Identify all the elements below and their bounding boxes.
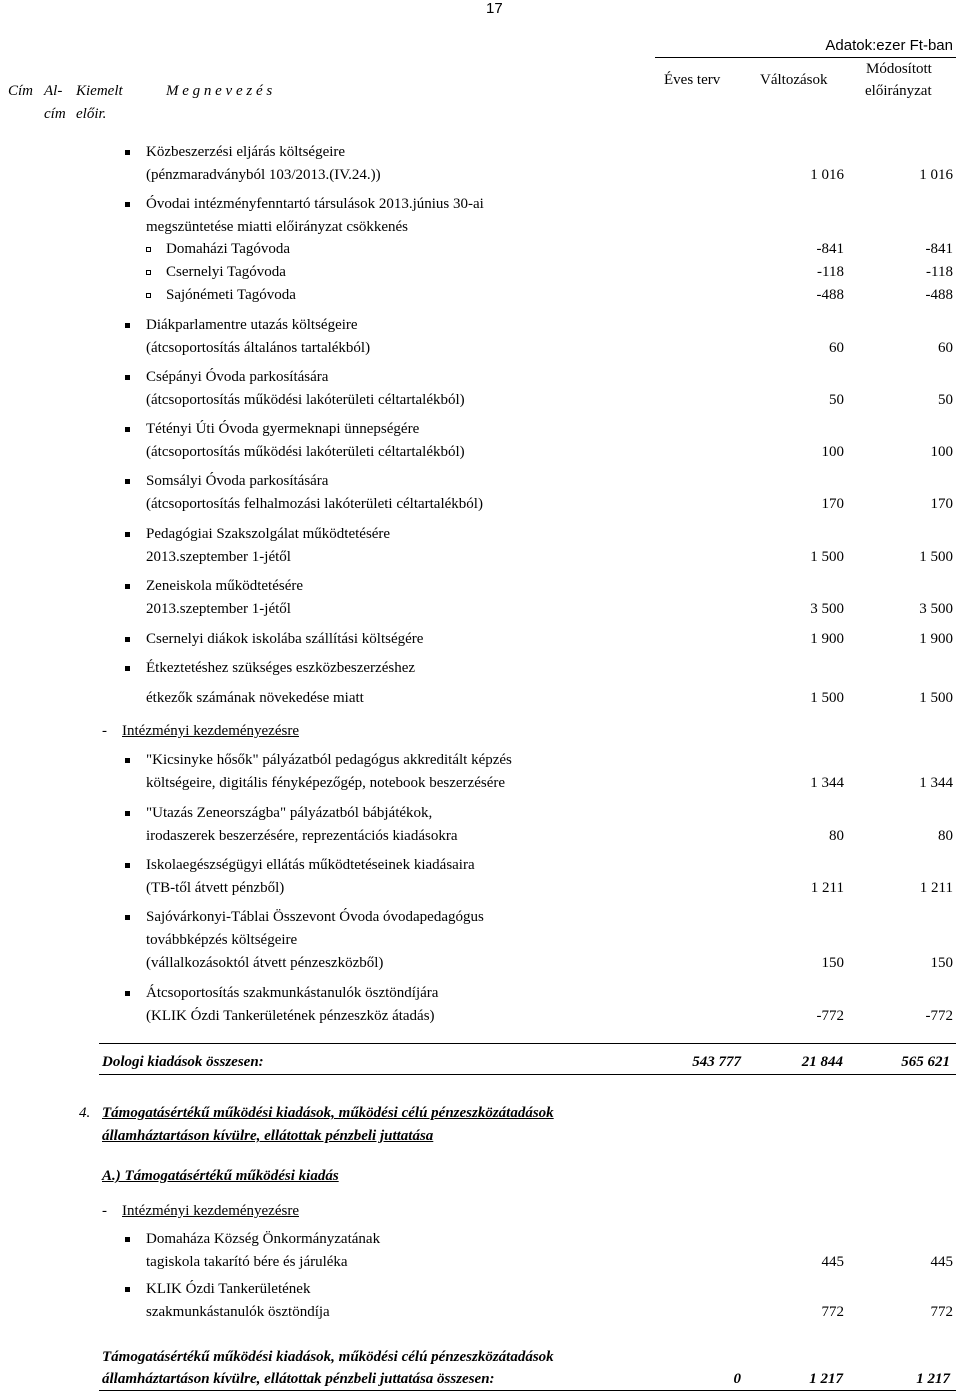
row-text: Átcsoportosítás szakmunkástanulók ösztöndíjára [146,985,439,1001]
valtozas-value: 170 [821,496,844,512]
modositott-value: -118 [926,264,953,280]
bullet-icon [125,1237,130,1242]
row-text: Zeneiskola működtetésére [146,578,304,594]
total-label: Dologi kiadások összesen: [102,1054,264,1070]
row-text: Domaházi Tagóvoda [166,241,291,257]
valtozas-value: 1 016 [810,167,844,183]
modositott-value: -841 [925,241,953,257]
modositott-value: 3 500 [919,601,953,617]
bullet-icon [125,202,130,207]
row-text: szakmunkástanulók ösztöndíja [146,1304,330,1320]
modositott-value: 1 500 [919,549,953,565]
valtozas-value: 100 [821,444,844,460]
row-text: Sajónémeti Tagóvoda [166,287,296,303]
bullet-icon [125,584,130,589]
modositott-value: -772 [925,1008,953,1024]
units-label: Adatok:ezer Ft-ban [825,37,953,54]
valtozas-value: 1 900 [810,631,844,647]
modositott-value: 50 [938,392,953,408]
header-cim: Cím [8,83,34,99]
header-eloiranyzat: előirányzat [865,83,932,99]
bullet-icon [125,1287,130,1292]
bullet-icon [125,375,130,380]
header-eloir: előir. [76,106,107,122]
row-text: (vállalkozásoktól átvett pénzeszközből) [146,955,384,971]
total-label: államháztartáson kívülre, ellátottak pénzbeli juttatása összesen: [102,1371,495,1387]
dash-marker: - [102,723,107,739]
total-rule-bottom [99,1390,956,1391]
row-text: Közbeszerzési eljárás költségeire [146,144,346,160]
row-text: Pedagógiai Szakszolgálat működtetésére [146,526,391,542]
bullet-icon [125,532,130,537]
header-valtozasok: Változások [760,72,828,88]
section-title: Támogatásértékű működési kiadások, működési célú pénzeszközátadások [102,1105,554,1121]
valtozas-value: 1 500 [810,690,844,706]
header-rule [655,57,956,58]
modositott-value: 80 [938,828,953,844]
valtozas-value: 1 500 [810,549,844,565]
open-bullet-icon [146,293,151,298]
total-modositott: 1 217 [916,1371,950,1387]
row-text: (átcsoportosítás általános tartalékból) [146,340,371,356]
bullet-icon [125,863,130,868]
bullet-icon [125,666,130,671]
row-text: (átcsoportosítás felhalmozási lakóterületi céltartalékból) [146,496,483,512]
row-text: (pénzmaradványból 103/2013.(IV.24.)) [146,167,381,183]
valtozas-value: 150 [821,955,844,971]
row-text: továbbképzés költségeire [146,932,298,948]
page-number: 17 [486,0,503,17]
total-valtozas: 1 217 [809,1371,843,1387]
section-heading: Intézményi kezdeményezésre [122,1203,299,1219]
modositott-value: -488 [925,287,953,303]
total-valtozas: 21 844 [801,1054,843,1070]
valtozas-value: -118 [817,264,844,280]
modositott-value: 1 500 [919,690,953,706]
valtozas-value: -841 [816,241,844,257]
row-text: Domaháza Község Önkormányzatának [146,1231,381,1247]
section-number: 4. [79,1105,91,1121]
header-eves-terv: Éves terv [664,72,721,88]
row-text: Diákparlamentre utazás költségeire [146,317,358,333]
header-alcim: Al- [44,83,63,99]
row-text: Csépányi Óvoda parkosítására [146,369,329,385]
row-text: "Utazás Zeneországba" pályázatból bábjátékok, [146,805,433,821]
modositott-value: 1 344 [919,775,953,791]
row-text: 2013.szeptember 1-jétől [146,549,291,565]
row-text: Iskolaegészségügyi ellátás működtetéseinek kiadásaira [146,857,475,873]
modositott-value: 445 [930,1254,953,1270]
total-eves: 0 [733,1371,741,1387]
row-text: 2013.szeptember 1-jétől [146,601,291,617]
row-text: Étkeztetéshez szükséges eszközbeszerzéshez [146,660,416,676]
row-text: (TB-től átvett pénzből) [146,880,285,896]
row-text: Tétényi Úti Óvoda gyermeknapi ünnepségére [146,421,420,437]
bullet-icon [125,479,130,484]
valtozas-value: 772 [821,1304,844,1320]
row-text: Óvodai intézményfenntartó társulások 2013.június 30-ai [146,196,484,212]
valtozas-value: 80 [829,828,844,844]
subsection-title: A.) Támogatásértékű működési kiadás [102,1168,339,1184]
valtozas-value: -488 [816,287,844,303]
valtozas-value: 1 344 [810,775,844,791]
valtozas-value: 1 211 [810,880,844,896]
row-text: Csernelyi diákok iskolába szállítási költségére [146,631,424,647]
bullet-icon [125,150,130,155]
total-label: Támogatásértékű működési kiadások, működési célú pénzeszközátadások [102,1349,554,1365]
total-rule-bottom [99,1074,956,1075]
row-text: (átcsoportosítás működési lakóterületi céltartalékból) [146,392,465,408]
total-eves: 543 777 [692,1054,741,1070]
header-megnevezes: M e g n e v e z é s [166,83,273,99]
row-text: (KLIK Ózdi Tankerületének pénzeszköz átadás) [146,1008,435,1024]
modositott-value: 1 900 [919,631,953,647]
row-text: (átcsoportosítás működési lakóterületi céltartalékból) [146,444,465,460]
bullet-icon [125,991,130,996]
bullet-icon [125,427,130,432]
row-text: irodaszerek beszerzésére, reprezentációs kiadásokra [146,828,458,844]
dash-marker: - [102,1203,107,1219]
bullet-icon [125,637,130,642]
modositott-value: 60 [938,340,953,356]
bullet-icon [125,758,130,763]
modositott-value: 170 [930,496,953,512]
section-heading: Intézményi kezdeményezésre [122,723,299,739]
valtozas-value: 50 [829,392,844,408]
modositott-value: 1 211 [919,880,953,896]
bullet-icon [125,915,130,920]
row-text: Somsályi Óvoda parkosítására [146,473,329,489]
open-bullet-icon [146,247,151,252]
total-rule [99,1043,956,1044]
modositott-value: 772 [930,1304,953,1320]
row-text: költségeire, digitális fényképezőgép, notebook beszerzésére [146,775,506,791]
row-text: tagiskola takarító bére és járuléka [146,1254,348,1270]
bullet-icon [125,811,130,816]
valtozas-value: 445 [821,1254,844,1270]
row-text: étkezők számának növekedése miatt [146,690,364,706]
row-text: Sajóvárkonyi-Táblai Összevont Óvoda óvodapedagógus [146,909,484,925]
section-title: államháztartáson kívülre, ellátottak pénzbeli juttatása [102,1128,434,1144]
row-text: "Kicsinyke hősők" pályázatból pedagógus akkreditált képzés [146,752,512,768]
total-modositott: 565 621 [901,1054,950,1070]
header-kiemelt: Kiemelt [76,83,123,99]
bullet-icon [125,323,130,328]
row-text: Csernelyi Tagóvoda [166,264,286,280]
header-modositott: Módosított [866,61,932,77]
modositott-value: 100 [930,444,953,460]
valtozas-value: 60 [829,340,844,356]
modositott-value: 1 016 [919,167,953,183]
row-text: megszüntetése miatti előirányzat csökkenés [146,219,408,235]
row-text: KLIK Ózdi Tankerületének [146,1281,311,1297]
open-bullet-icon [146,270,151,275]
modositott-value: 150 [930,955,953,971]
valtozas-value: -772 [816,1008,844,1024]
valtozas-value: 3 500 [810,601,844,617]
header-cim2: cím [44,106,66,122]
